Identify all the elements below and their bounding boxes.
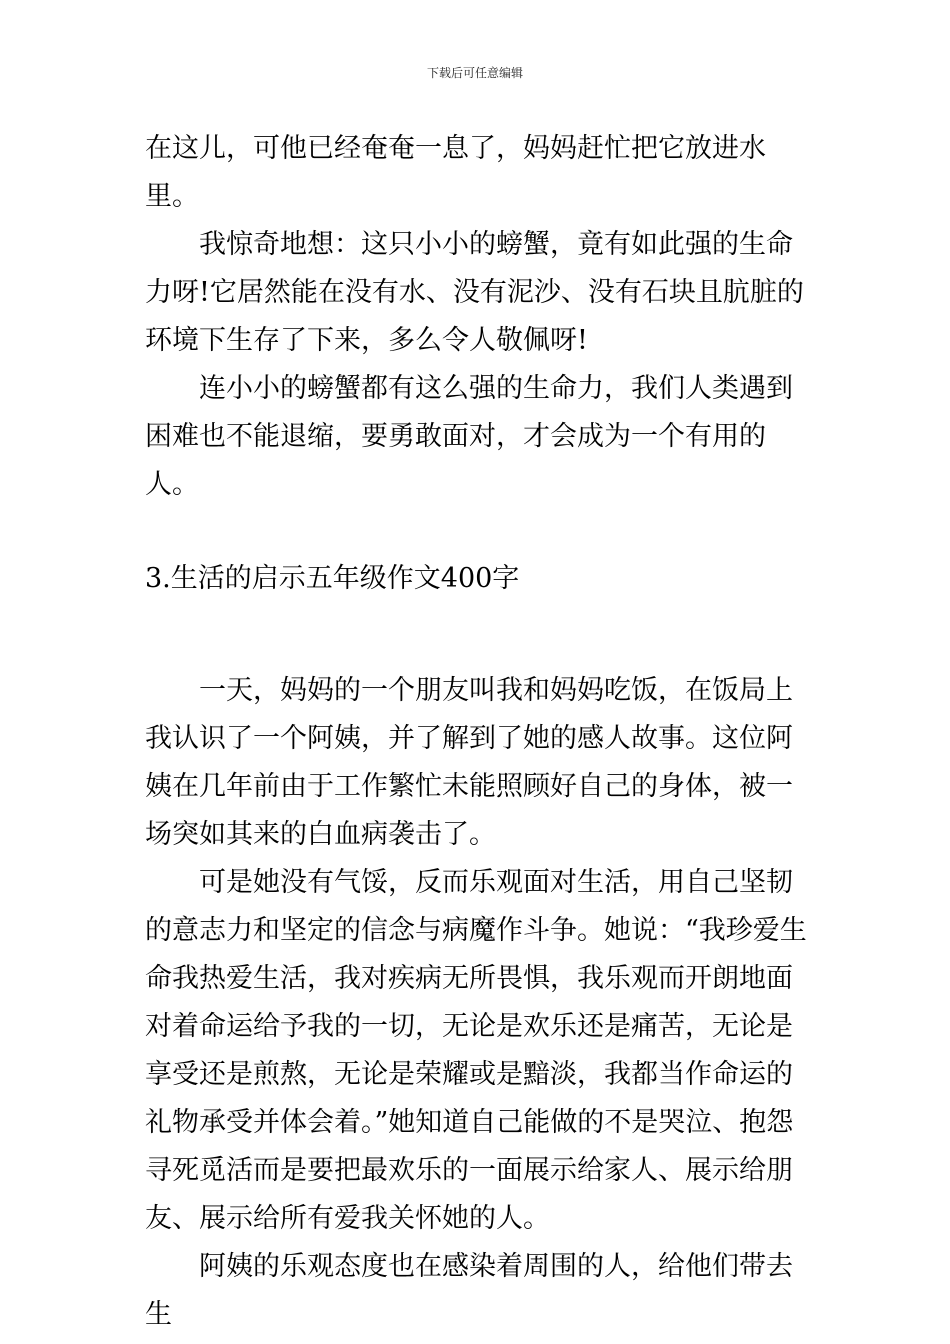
paragraph-crab-wonder: 我惊奇地想：这只小小的螃蟹，竟有如此强的生命力呀!它居然能在没有水、没有泥沙、没有石块且肮脏的环境下生存了下来，多么令人敬佩呀! (145, 229, 804, 356)
paragraph-continued: 在这儿，可他已经奄奄一息了，妈妈赶忙把它放进水里。 (145, 133, 766, 212)
document-body (145, 125, 810, 1339)
paragraph-aunt-influence: 阿姨的乐观态度也在感染着周围的人，给他们带去生 (145, 1251, 793, 1330)
paragraph-crab-lesson: 连小小的螃蟹都有这么强的生命力，我们人类遇到困难也不能退缩，要勇敢面对，才会成为一个有用的人。 (145, 373, 793, 500)
paragraph-dinner-story: 一天，妈妈的一个朋友叫我和妈妈吃饭，在饭局上我认识了一个阿姨，并了解到了她的感人故事。这位阿姨在几年前由于工作繁忙未能照顾好自己的身体，被一场突如其来的白血病袭击了。 (145, 675, 793, 850)
paragraph-aunt-optimism: 可是她没有气馁，反而乐观面对生活，用自己坚韧的意志力和坚定的信念与病魔作斗争。她说：“我珍爱生命我热爱生活，我对疾病无所畏惧，我乐观而开朗地面对着命运给予我的一切，无论是欢乐还是痛苦，无论是享受还是煎熬，无论是荣耀或是黯淡，我都当作命运的礼物承受并体会着。”她知道自己能做的不是哭泣、抱怨寻死觅活而是要把最欢乐的一面展示给家人、展示给朋友、展示给所有爱我关怀她的人。 (145, 867, 807, 1234)
page-header-note: 下载后可任意编辑 (426, 66, 523, 80)
section-heading: 3.生活的启示五年级作文400字 (145, 563, 520, 594)
